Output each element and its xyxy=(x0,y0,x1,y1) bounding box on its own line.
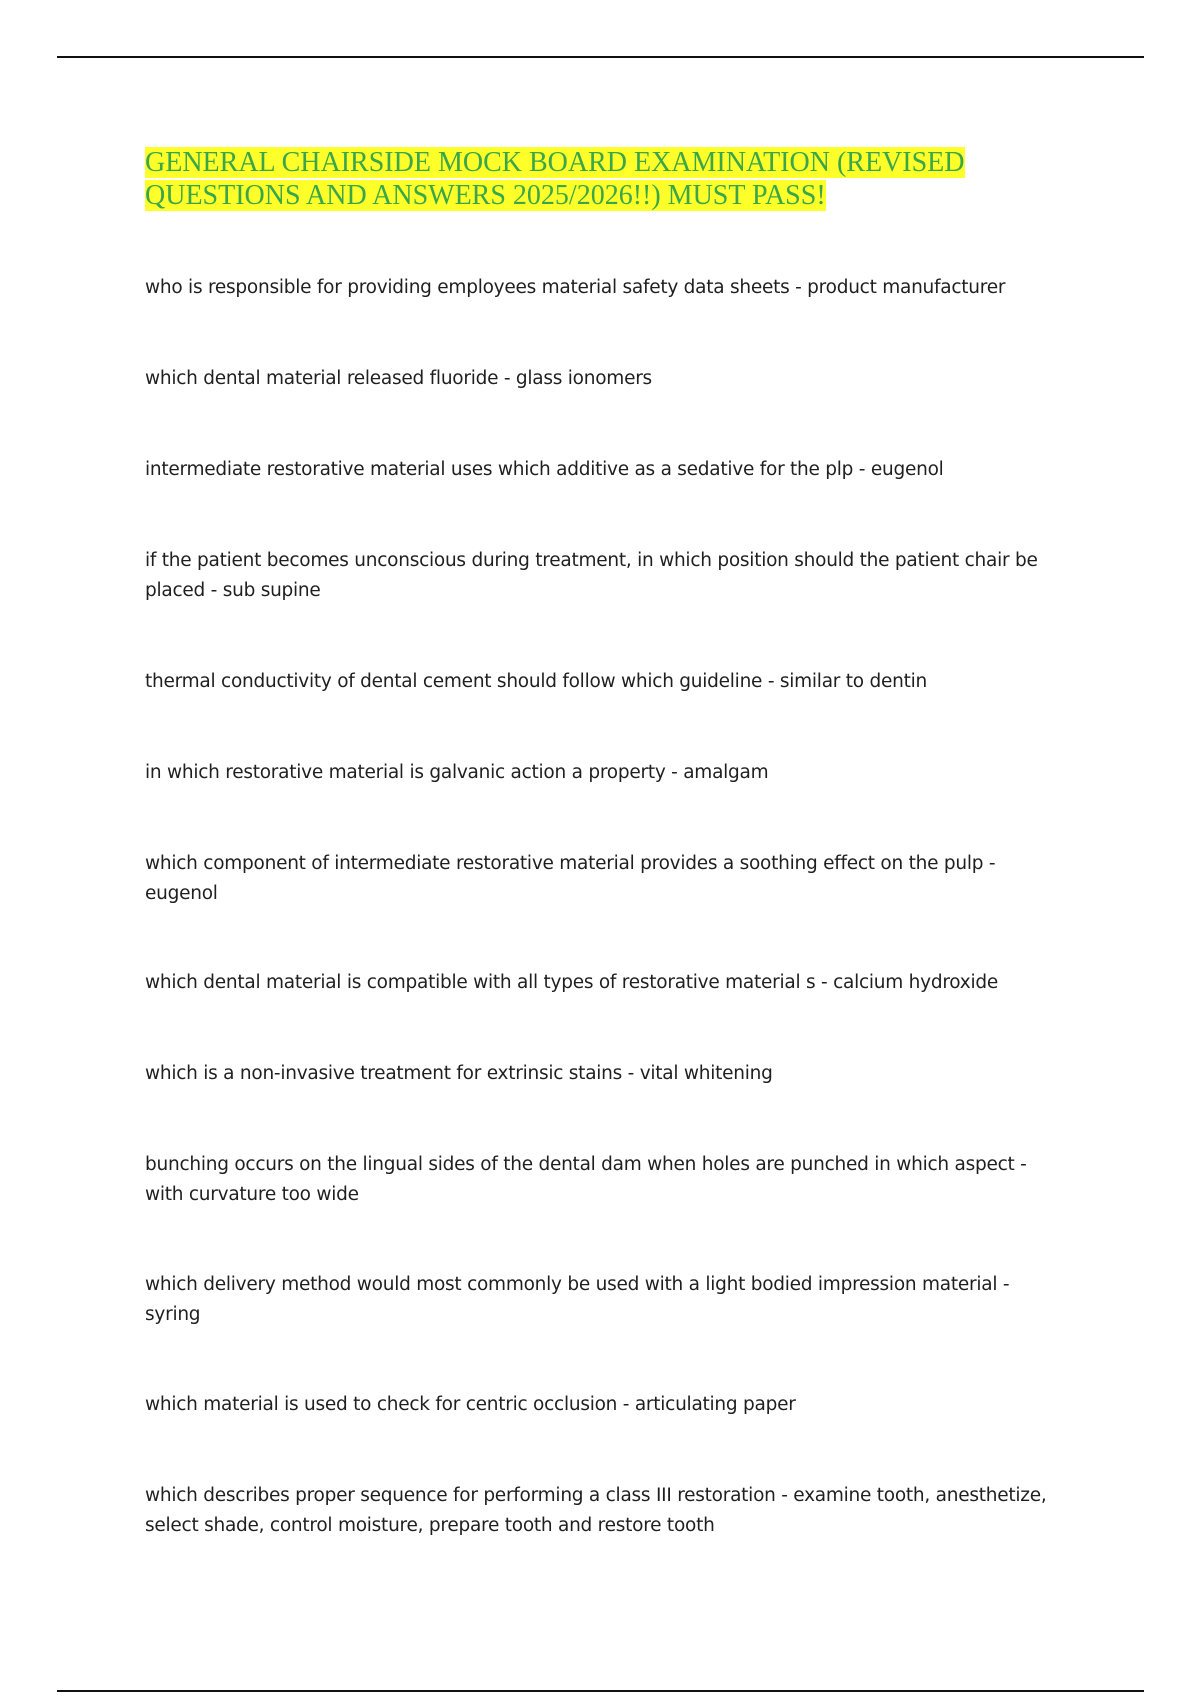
qa-item-6: in which restorative material is galvanic action a property - amalgam xyxy=(145,762,769,783)
qa-item-8: which dental material is compatible with all types of restorative material s - calcium hydroxide xyxy=(145,972,998,993)
bottom-divider xyxy=(57,1690,1144,1692)
qa-item-11: which delivery method would most commonly be used with a light bodied impression material - syring xyxy=(145,1274,1010,1325)
qa-item-7: which component of intermediate restorative material provides a soothing effect on the pulp - eugenol xyxy=(145,853,996,904)
qa-item-9: which is a non-invasive treatment for extrinsic stains - vital whitening xyxy=(145,1063,773,1084)
qa-item-1: who is responsible for providing employees material safety data sheets - product manufacturer xyxy=(145,277,1006,298)
qa-item-13: which describes proper sequence for performing a class III restoration - examine tooth, anesthetize, select shade, control moisture, prepare tooth and restore tooth xyxy=(145,1485,1047,1536)
qa-item-12: which material is used to check for centric occlusion - articulating paper xyxy=(145,1394,796,1415)
qa-item-10: bunching occurs on the lingual sides of the dental dam when holes are punched in which aspect - with curvature too wide xyxy=(145,1154,1027,1205)
qa-item-5: thermal conductivity of dental cement should follow which guideline - similar to dentin xyxy=(145,671,927,692)
qa-item-2: which dental material released fluoride - glass ionomers xyxy=(145,368,652,389)
document-title xyxy=(145,146,1045,212)
qa-item-3: intermediate restorative material uses which additive as a sedative for the plp - eugenol xyxy=(145,459,944,480)
document-title-text: GENERAL CHAIRSIDE MOCK BOARD EXAMINATION (REVISED QUESTIONS AND ANSWERS 2025/2026!!) MUST PASS! xyxy=(145,147,965,211)
top-divider xyxy=(57,56,1144,58)
qa-item-4: if the patient becomes unconscious during treatment, in which position should the patient chair be placed - sub supine xyxy=(145,550,1038,601)
